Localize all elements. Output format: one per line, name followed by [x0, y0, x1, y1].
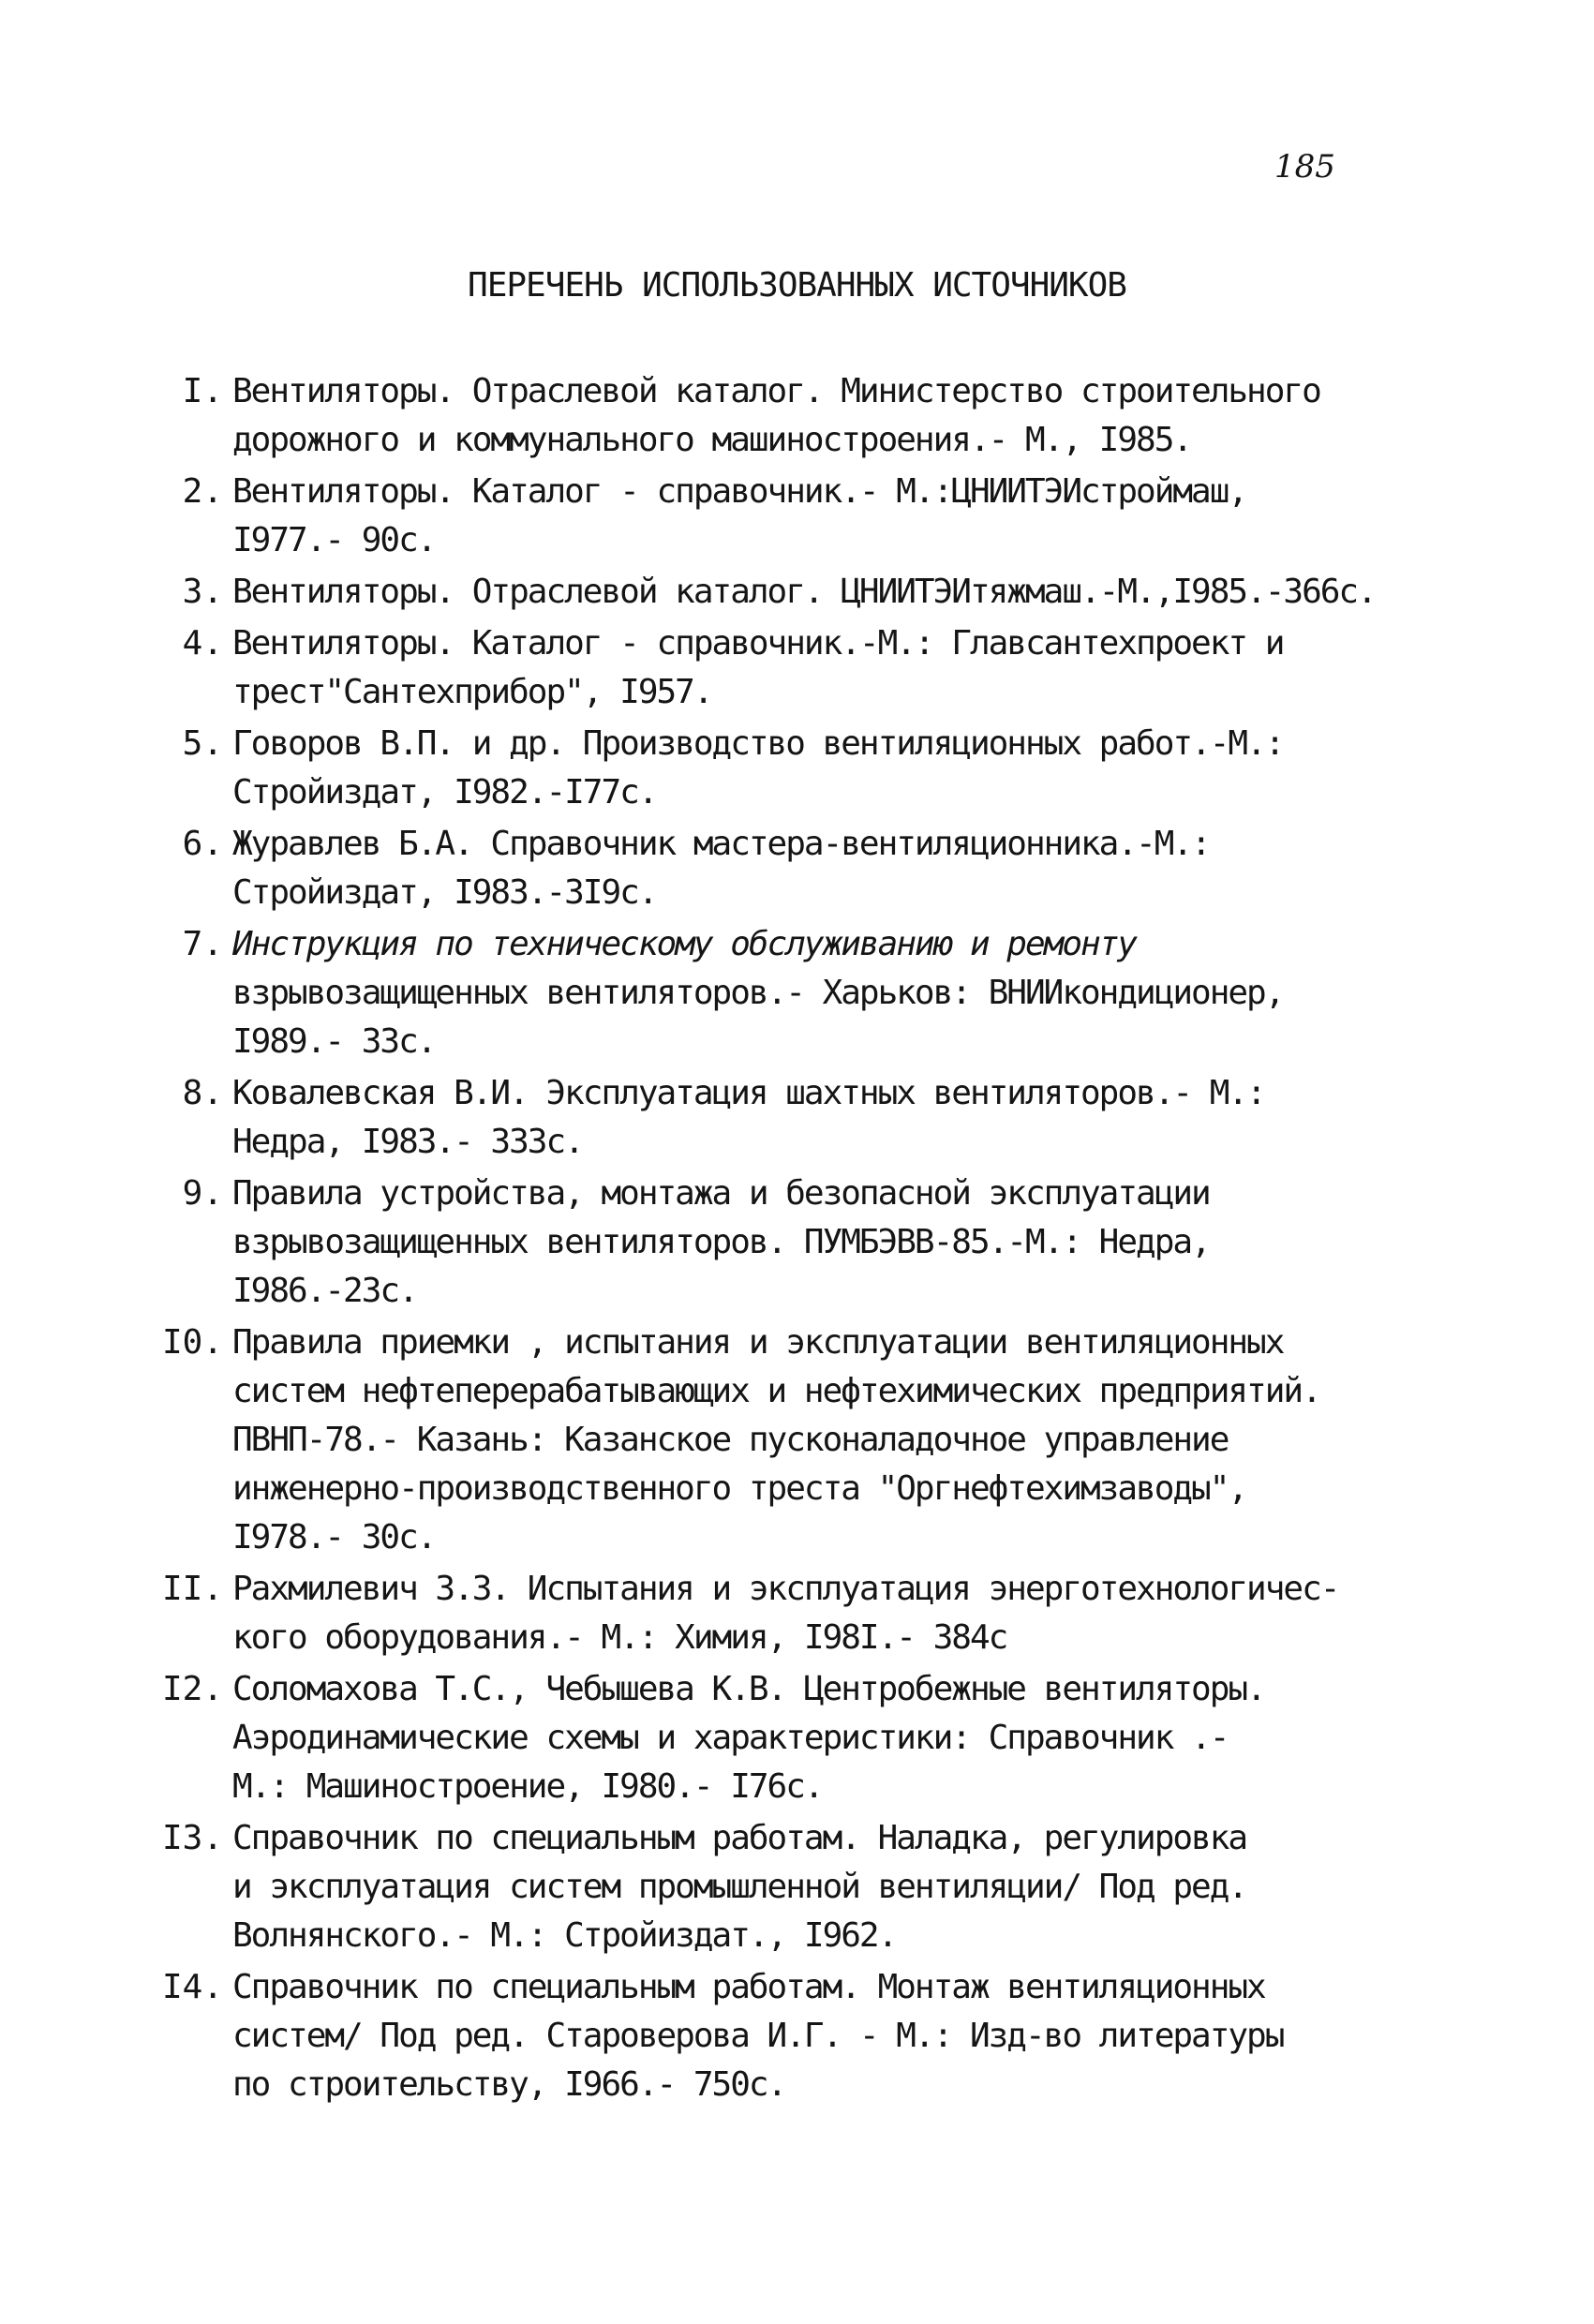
- reference-number: 4.: [182, 624, 223, 663]
- reference-text-line: кого оборудования.- М.: Химия, I98I.- 384с: [232, 1618, 1007, 1657]
- reference-item: [0, 1565, 1594, 1662]
- reference-number: 8.: [182, 1074, 223, 1112]
- reference-item: [0, 568, 1594, 617]
- reference-text-line: Говоров В.П. и др. Производство вентиляционных работ.-М.:: [232, 724, 1284, 763]
- reference-text-line: по строительству, I966.- 750с.: [232, 2065, 786, 2104]
- reference-text-line: Журавлев Б.А. Справочник мастера-вентиляционника.-М.:: [232, 825, 1210, 863]
- reference-text-line: Аэродинамические схемы и характеристики: Справочник .-: [232, 1719, 1229, 1757]
- reference-text-line: Справочник по специальным работам. Наладка, регулировка: [232, 1819, 1247, 1857]
- reference-text-line: Инструкция по техническому обслуживанию и ремонту: [232, 925, 1137, 963]
- reference-text-line: Стройиздат, I982.-I77с.: [232, 773, 657, 812]
- reference-text-line: Вентиляторы. Каталог - справочник.-М.: Главсантехпроект и: [232, 624, 1284, 663]
- reference-number: 2.: [182, 472, 223, 511]
- reference-item: [0, 920, 1594, 1066]
- reference-text-line: Вентиляторы. Каталог - справочник.- М.:ЦНИИТЭИстроймаш,: [232, 472, 1247, 511]
- reference-text-line: Справочник по специальным работам. Монтаж вентиляционных: [232, 1968, 1265, 2006]
- reference-item: [0, 619, 1594, 717]
- reference-number: 6.: [182, 825, 223, 863]
- reference-item: [0, 1814, 1594, 1960]
- reference-number: 9.: [182, 1174, 223, 1213]
- reference-number: II.: [161, 1570, 223, 1608]
- reference-number: 3.: [182, 573, 223, 611]
- reference-number: 7.: [182, 925, 223, 963]
- reference-text-line: взрывозащищенных вентиляторов.- Харьков: ВНИИкондиционер,: [232, 974, 1284, 1012]
- reference-text-line: инженерно-производственного треста "Оргнефтехимзаводы",: [232, 1469, 1247, 1508]
- reference-item: [0, 367, 1594, 465]
- reference-text-line: I977.- 90с.: [232, 521, 436, 559]
- reference-text-line: трест"Сантехприбор", I957.: [232, 673, 712, 711]
- reference-text-line: I978.- 30с.: [232, 1518, 436, 1557]
- reference-number: I2.: [161, 1670, 223, 1708]
- reference-text-line: Соломахова Т.С., Чебышева К.В. Центробежные вентиляторы.: [232, 1670, 1265, 1708]
- reference-item: [0, 468, 1594, 565]
- reference-item: [0, 820, 1594, 917]
- reference-number: I4.: [161, 1968, 223, 2006]
- reference-text-line: взрывозащищенных вентиляторов. ПУМБЭВВ-85.-М.: Недра,: [232, 1223, 1210, 1261]
- reference-item: [0, 720, 1594, 817]
- reference-text-line: Вентиляторы. Отраслевой каталог. Министерство строительного: [232, 372, 1320, 410]
- reference-text-line: Правила устройства, монтажа и безопасной эксплуатации: [232, 1174, 1210, 1213]
- reference-number: I.: [182, 372, 223, 410]
- reference-text-line: и эксплуатация систем промышленной вентиляции/ Под ред.: [232, 1868, 1247, 1906]
- page-number: 185: [1274, 148, 1335, 186]
- reference-text-line: ПВНП-78.- Казань: Казанское пусконаладочное управление: [232, 1421, 1229, 1459]
- reference-text-line: Стройиздат, I983.-3I9с.: [232, 873, 657, 912]
- page-title: ПЕРЕЧЕНЬ ИСПОЛЬЗОВАННЫХ ИСТОЧНИКОВ: [468, 266, 1126, 305]
- reference-item: [0, 1665, 1594, 1811]
- reference-text-line: I986.-23с.: [232, 1272, 417, 1310]
- reference-text-line: I989.- 33с.: [232, 1022, 436, 1061]
- reference-number: 5.: [182, 724, 223, 763]
- reference-item: [0, 1169, 1594, 1316]
- reference-text-line: Вентиляторы. Отраслевой каталог. ЦНИИТЭИтяжмаш.-М.,I985.-366с.: [232, 573, 1376, 611]
- reference-text-line: дорожного и коммунального машиностроения.- М., I985.: [232, 421, 1192, 459]
- reference-text-line: Ковалевская В.И. Эксплуатация шахтных вентиляторов.- М.:: [232, 1074, 1265, 1112]
- reference-text-line: Волнянского.- М.: Стройиздат., I962.: [232, 1916, 897, 1955]
- reference-number: I0.: [161, 1323, 223, 1362]
- reference-number: I3.: [161, 1819, 223, 1857]
- reference-item: [0, 1963, 1594, 2109]
- reference-text-line: систем/ Под ред. Староверова И.Г. - М.: Изд-во литературы: [232, 2017, 1284, 2055]
- reference-item: [0, 1318, 1594, 1562]
- reference-text-line: Рахмилевич 3.3. Испытания и эксплуатация энерготехнологичес-: [232, 1570, 1339, 1608]
- reference-text-line: М.: Машиностроение, I980.- I76с.: [232, 1767, 823, 1806]
- reference-text-line: Недра, I983.- 333с.: [232, 1123, 583, 1161]
- reference-text-line: систем нефтеперерабатывающих и нефтехимических предприятий.: [232, 1372, 1320, 1410]
- reference-text-line: Правила приемки , испытания и эксплуатации вентиляционных: [232, 1323, 1284, 1362]
- references-list: [0, 367, 1594, 2112]
- reference-item: [0, 1069, 1594, 1167]
